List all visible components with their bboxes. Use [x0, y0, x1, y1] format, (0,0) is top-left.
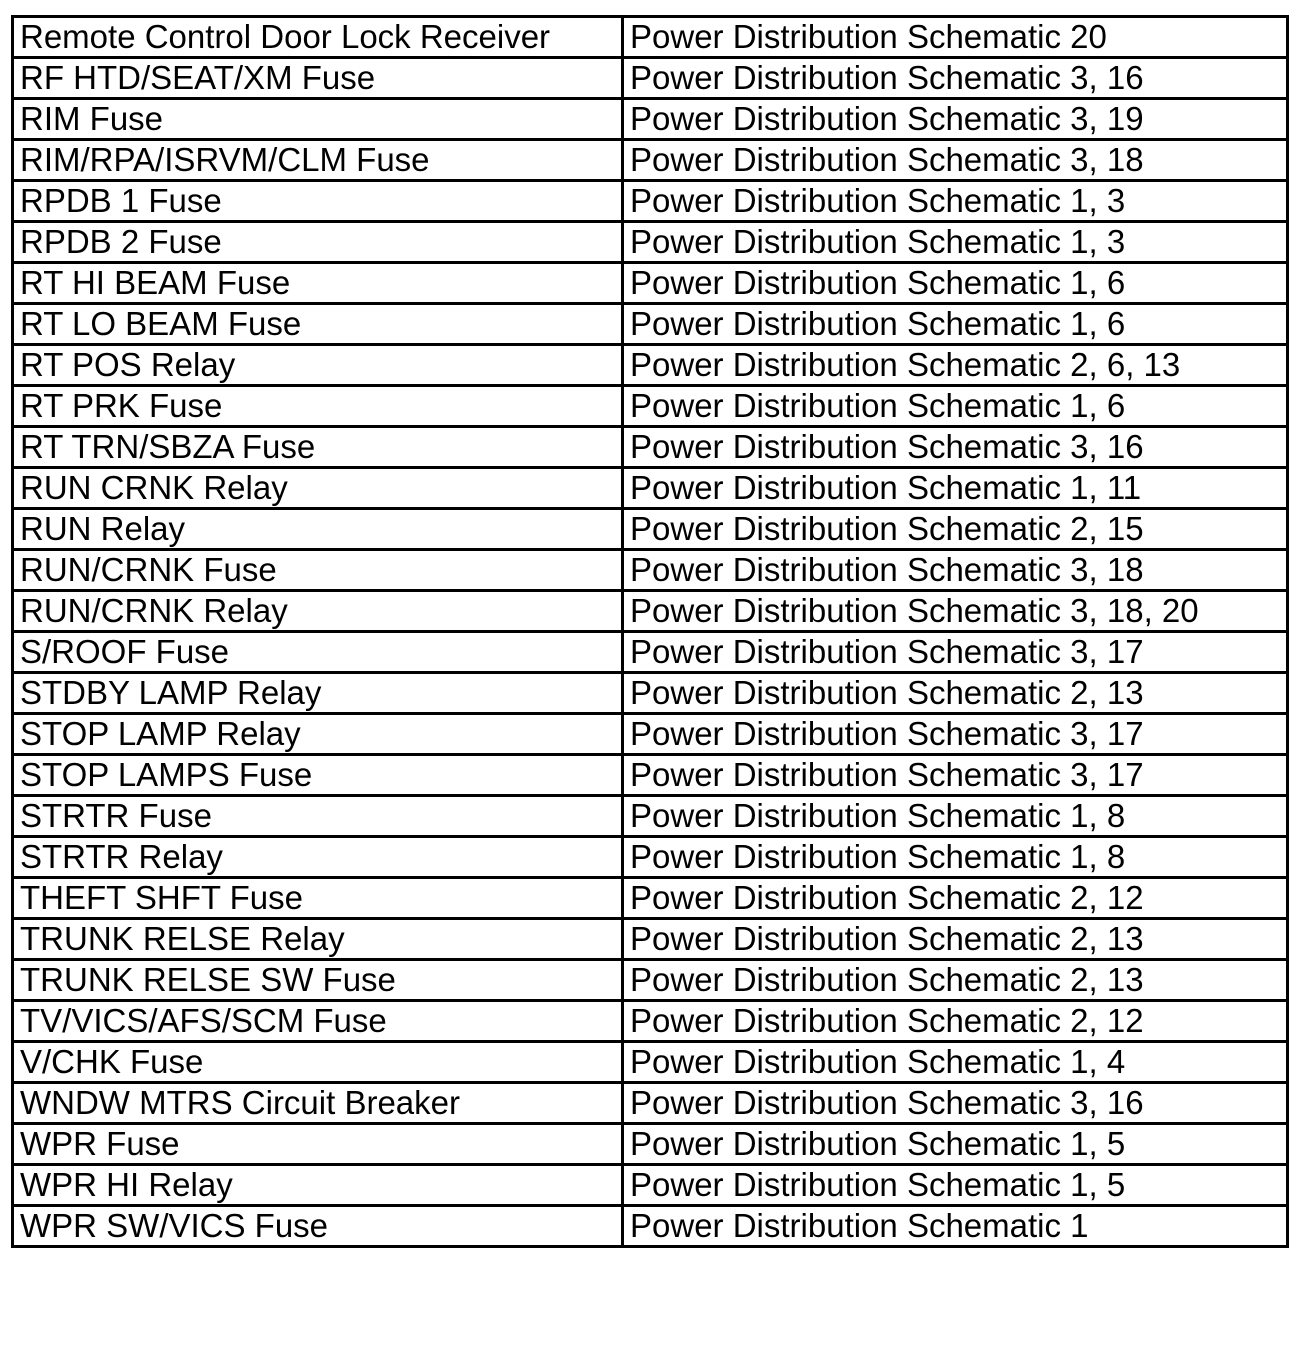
schematic-reference-cell: Power Distribution Schematic 2, 12: [623, 878, 1288, 919]
table-row: [13, 1042, 1288, 1083]
component-name-cell: WNDW MTRS Circuit Breaker: [13, 1083, 623, 1124]
table-row: [13, 837, 1288, 878]
table-row: [13, 304, 1288, 345]
component-location-table-wrapper: [11, 15, 1289, 1248]
component-name-cell: STDBY LAMP Relay: [13, 673, 623, 714]
table-row: [13, 1165, 1288, 1206]
table-body: [13, 17, 1288, 1247]
table-row: [13, 1124, 1288, 1165]
table-row: [13, 591, 1288, 632]
schematic-reference-cell: Power Distribution Schematic 3, 19: [623, 99, 1288, 140]
schematic-reference-cell: Power Distribution Schematic 1, 5: [623, 1165, 1288, 1206]
schematic-reference-cell: Power Distribution Schematic 2, 13: [623, 673, 1288, 714]
schematic-reference-cell: Power Distribution Schematic 1, 6: [623, 386, 1288, 427]
table-row: [13, 386, 1288, 427]
table-row: [13, 919, 1288, 960]
table-row: [13, 673, 1288, 714]
schematic-reference-cell: Power Distribution Schematic 3, 18: [623, 140, 1288, 181]
component-name-cell: THEFT SHFT Fuse: [13, 878, 623, 919]
table-row: [13, 755, 1288, 796]
component-name-cell: TRUNK RELSE Relay: [13, 919, 623, 960]
table-row: [13, 714, 1288, 755]
table-row: [13, 632, 1288, 673]
table-row: [13, 1083, 1288, 1124]
table-row: [13, 181, 1288, 222]
component-name-cell: RIM Fuse: [13, 99, 623, 140]
table-row: [13, 1001, 1288, 1042]
schematic-reference-cell: Power Distribution Schematic 1, 6: [623, 263, 1288, 304]
table-row: [13, 550, 1288, 591]
table-row: [13, 468, 1288, 509]
schematic-reference-cell: Power Distribution Schematic 3, 18, 20: [623, 591, 1288, 632]
component-name-cell: RUN Relay: [13, 509, 623, 550]
table-row: [13, 17, 1288, 58]
component-name-cell: TRUNK RELSE SW Fuse: [13, 960, 623, 1001]
schematic-reference-cell: Power Distribution Schematic 1, 3: [623, 222, 1288, 263]
component-name-cell: WPR Fuse: [13, 1124, 623, 1165]
table-row: [13, 99, 1288, 140]
schematic-reference-cell: Power Distribution Schematic 3, 17: [623, 714, 1288, 755]
table-row: [13, 345, 1288, 386]
component-name-cell: RT HI BEAM Fuse: [13, 263, 623, 304]
schematic-reference-cell: Power Distribution Schematic 1, 6: [623, 304, 1288, 345]
component-name-cell: RIM/RPA/ISRVM/CLM Fuse: [13, 140, 623, 181]
component-name-cell: RT TRN/SBZA Fuse: [13, 427, 623, 468]
schematic-reference-cell: Power Distribution Schematic 3, 17: [623, 632, 1288, 673]
component-name-cell: V/CHK Fuse: [13, 1042, 623, 1083]
component-name-cell: WPR SW/VICS Fuse: [13, 1206, 623, 1247]
component-name-cell: RPDB 1 Fuse: [13, 181, 623, 222]
component-name-cell: RUN/CRNK Relay: [13, 591, 623, 632]
table-row: [13, 427, 1288, 468]
schematic-reference-cell: Power Distribution Schematic 3, 18: [623, 550, 1288, 591]
component-location-table: [11, 15, 1289, 1248]
table-row: [13, 509, 1288, 550]
component-name-cell: Remote Control Door Lock Receiver: [13, 17, 623, 58]
component-name-cell: STOP LAMPS Fuse: [13, 755, 623, 796]
schematic-reference-cell: Power Distribution Schematic 3, 16: [623, 1083, 1288, 1124]
schematic-reference-cell: Power Distribution Schematic 3, 16: [623, 58, 1288, 99]
table-row: [13, 878, 1288, 919]
component-name-cell: RUN/CRNK Fuse: [13, 550, 623, 591]
table-row: [13, 222, 1288, 263]
component-name-cell: RF HTD/SEAT/XM Fuse: [13, 58, 623, 99]
schematic-reference-cell: Power Distribution Schematic 2, 13: [623, 960, 1288, 1001]
schematic-reference-cell: Power Distribution Schematic 2, 6, 13: [623, 345, 1288, 386]
component-name-cell: RT LO BEAM Fuse: [13, 304, 623, 345]
component-name-cell: RPDB 2 Fuse: [13, 222, 623, 263]
schematic-reference-cell: Power Distribution Schematic 1, 8: [623, 796, 1288, 837]
table-row: [13, 796, 1288, 837]
schematic-reference-cell: Power Distribution Schematic 1, 5: [623, 1124, 1288, 1165]
schematic-reference-cell: Power Distribution Schematic 20: [623, 17, 1288, 58]
table-row: [13, 1206, 1288, 1247]
schematic-reference-cell: Power Distribution Schematic 2, 15: [623, 509, 1288, 550]
schematic-reference-cell: Power Distribution Schematic 3, 17: [623, 755, 1288, 796]
schematic-reference-cell: Power Distribution Schematic 1, 8: [623, 837, 1288, 878]
component-name-cell: WPR HI Relay: [13, 1165, 623, 1206]
schematic-reference-cell: Power Distribution Schematic 1, 11: [623, 468, 1288, 509]
schematic-reference-cell: Power Distribution Schematic 2, 12: [623, 1001, 1288, 1042]
table-row: [13, 960, 1288, 1001]
component-name-cell: STRTR Relay: [13, 837, 623, 878]
schematic-reference-cell: Power Distribution Schematic 1, 3: [623, 181, 1288, 222]
table-row: [13, 58, 1288, 99]
component-name-cell: S/ROOF Fuse: [13, 632, 623, 673]
schematic-reference-cell: Power Distribution Schematic 1: [623, 1206, 1288, 1247]
schematic-reference-cell: Power Distribution Schematic 1, 4: [623, 1042, 1288, 1083]
table-row: [13, 263, 1288, 304]
component-name-cell: RT PRK Fuse: [13, 386, 623, 427]
component-name-cell: STRTR Fuse: [13, 796, 623, 837]
component-name-cell: RT POS Relay: [13, 345, 623, 386]
component-name-cell: RUN CRNK Relay: [13, 468, 623, 509]
schematic-reference-cell: Power Distribution Schematic 3, 16: [623, 427, 1288, 468]
component-name-cell: TV/VICS/AFS/SCM Fuse: [13, 1001, 623, 1042]
schematic-reference-cell: Power Distribution Schematic 2, 13: [623, 919, 1288, 960]
component-name-cell: STOP LAMP Relay: [13, 714, 623, 755]
table-row: [13, 140, 1288, 181]
